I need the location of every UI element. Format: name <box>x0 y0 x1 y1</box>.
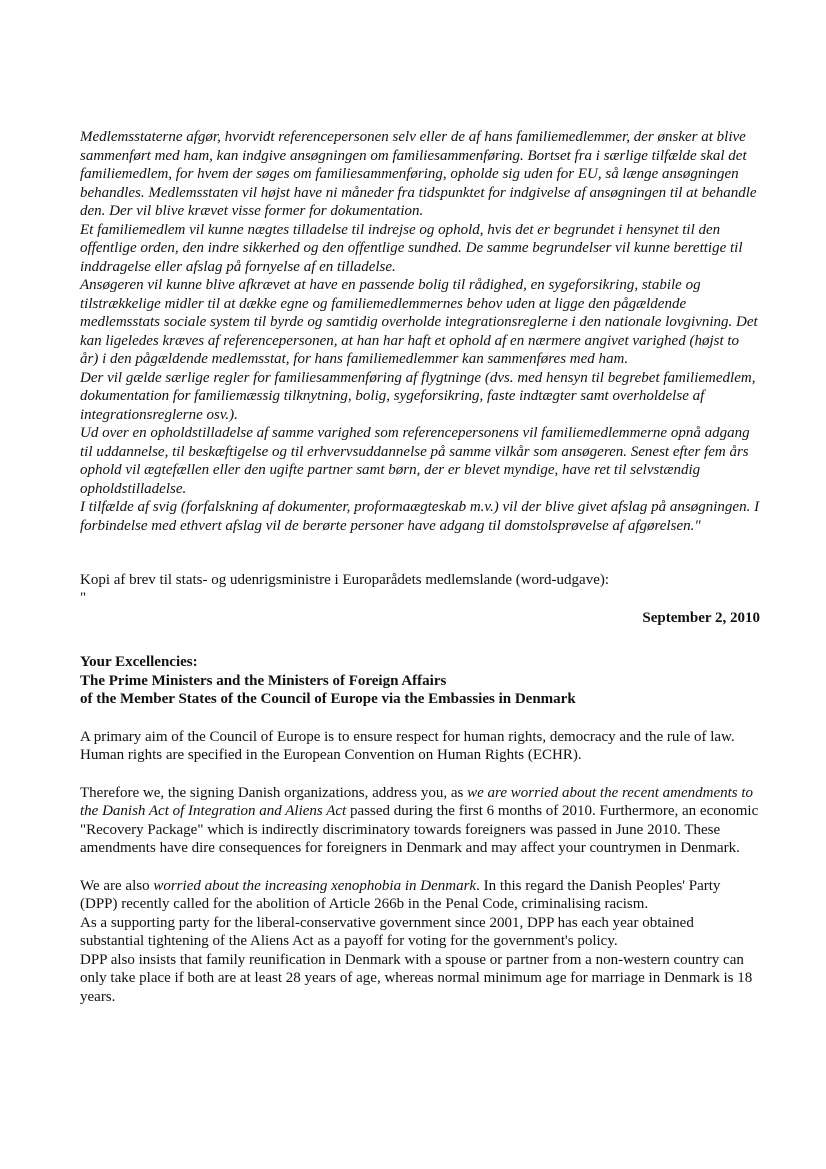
danish-paragraph: Ud over en opholdstilladelse af samme varighed som referencepersonens vil familiemedlemmerne opnå adgang til uddannelse, til beskæftigelse og til erhvervsuddannelse på samme vilkår som ansøgeren. Senest efter fem års ophold vil ægtefællen eller den ugifte partner samt børn, der er blevet myndige, have ret til selvstændig opholdstilladelse. <box>80 425 750 497</box>
emphasized-text: worried about the increasing xenophobia in Denmark <box>153 877 477 894</box>
body-paragraph: DPP also insists that family reunification in Denmark with a spouse or partner from a non-western country can only take place if both are at least 28 years of age, whereas normal minimum age for marriage in Denmark is 18 years. <box>80 951 753 1005</box>
letter-date: September 2, 2010 <box>642 610 760 626</box>
body-text: We are also <box>80 877 154 894</box>
copy-of-letter-line: Kopi af brev til stats- og udenrigsministre i Europarådets medlemslande (word-udgave): <box>80 572 610 588</box>
danish-paragraph: Et familiemedlem vil kunne nægtes tilladelse til indrejse og ophold, hvis det er begrundet i hensynet til den offentlige orden, den indre sikkerhed og den offentlige sundhed. De samme begrundelser vil kunne berettige til inddragelse eller afslag på fornyelse af en tilladelse. <box>80 221 743 275</box>
emphasized-text: we are worried about the recent amendments to the Danish Act of Integration and Aliens Act <box>80 784 754 819</box>
body-paragraph <box>80 877 760 914</box>
salutation: Your Excellencies: <box>80 654 198 670</box>
danish-paragraph: I tilfælde af svig (forfalskning af dokumenter, proformaægteskab m.v.) vil der blive givet afslag på ansøgningen. I forbindelse med ethvert afslag vil de berørte personer have adgang til domstolsprøvelse af afgørelsen." <box>80 499 760 534</box>
body-paragraph: As a supporting party for the liberal-conservative government since 2001, DPP has each year obtained substantial tightening of the Aliens Act as a payoff for voting for the government's policy. <box>80 914 694 949</box>
document-body <box>80 128 760 1006</box>
addressee-line: of the Member States of the Council of Europe via the Embassies in Denmark <box>80 691 576 707</box>
danish-paragraph: Ansøgeren vil kunne blive afkrævet at have en passende bolig til rådighed, en sygeforsikring, stabile og tilstrækkelige midler til at dække egne og familiemedlemmernes behov uden at ligge den pågældende medlemsstats sociale system til byrde og samtidig overholde integrationsreglerne i den nationale lovgivning. Det kan ligeledes kræves af referencepersonen, at han har haft et ophold af en nærmere angivet varighed (højst to år) i den pågældende medlemsstat, for hans familiemedlemmer kan sammenføres med ham. <box>80 277 758 367</box>
danish-paragraph: Medlemsstaterne afgør, hvorvidt referencepersonen selv eller de af hans familiemedlemmer, der ønsker at blive sammenført med ham, kan indgive ansøgningen om familiesammenføring. Bortset fra i særlige tilfælde skal det familiemedlem, for hvem der søges om familiesammenføring, opholde sig uden for EU, så længe ansøgningen behandles. Medlemsstaten vil højst have ni måneder fra tidspunktet for indgivelse af ansøgningen til at behandle den. Der vil blive krævet visse former for dokumentation. <box>80 129 757 219</box>
body-text: passed during the first 6 months of 2010. Furthermore, an economic "Recovery Package" which is indirectly discriminatory towards foreigners was passed in June 2010. These amendments have dire consequences for foreigners in Denmark and may affect your countrymen in Denmark. <box>80 803 759 856</box>
addressee-line: The Prime Ministers and the Ministers of Foreign Affairs <box>80 672 447 689</box>
letter-addressee <box>80 653 760 709</box>
quote-mark: " <box>80 590 87 606</box>
body-paragraph <box>80 784 760 858</box>
danish-paragraph: Der vil gælde særlige regler for familiesammenføring af flygtninge (dvs. med hensyn til begrebet familiemedlem, dokumentation for familiemæssig tilknytning, bolig, sygeforsikring, faste indtægter samt overholdelse af integrationsreglerne osv.). <box>80 369 756 423</box>
body-paragraph: A primary aim of the Council of Europe is to ensure respect for human rights, democracy and the rule of law. Human rights are specified in the European Convention on Human Rights (ECHR). <box>80 728 735 763</box>
body-text: Therefore we, the signing Danish organizations, address you, as <box>80 784 468 801</box>
body-text: . In this regard the Danish Peoples' Party (DPP) recently called for the abolition of Article 266b in the Penal Code, criminalising racism. <box>80 877 721 912</box>
danish-quoted-text <box>80 128 760 535</box>
